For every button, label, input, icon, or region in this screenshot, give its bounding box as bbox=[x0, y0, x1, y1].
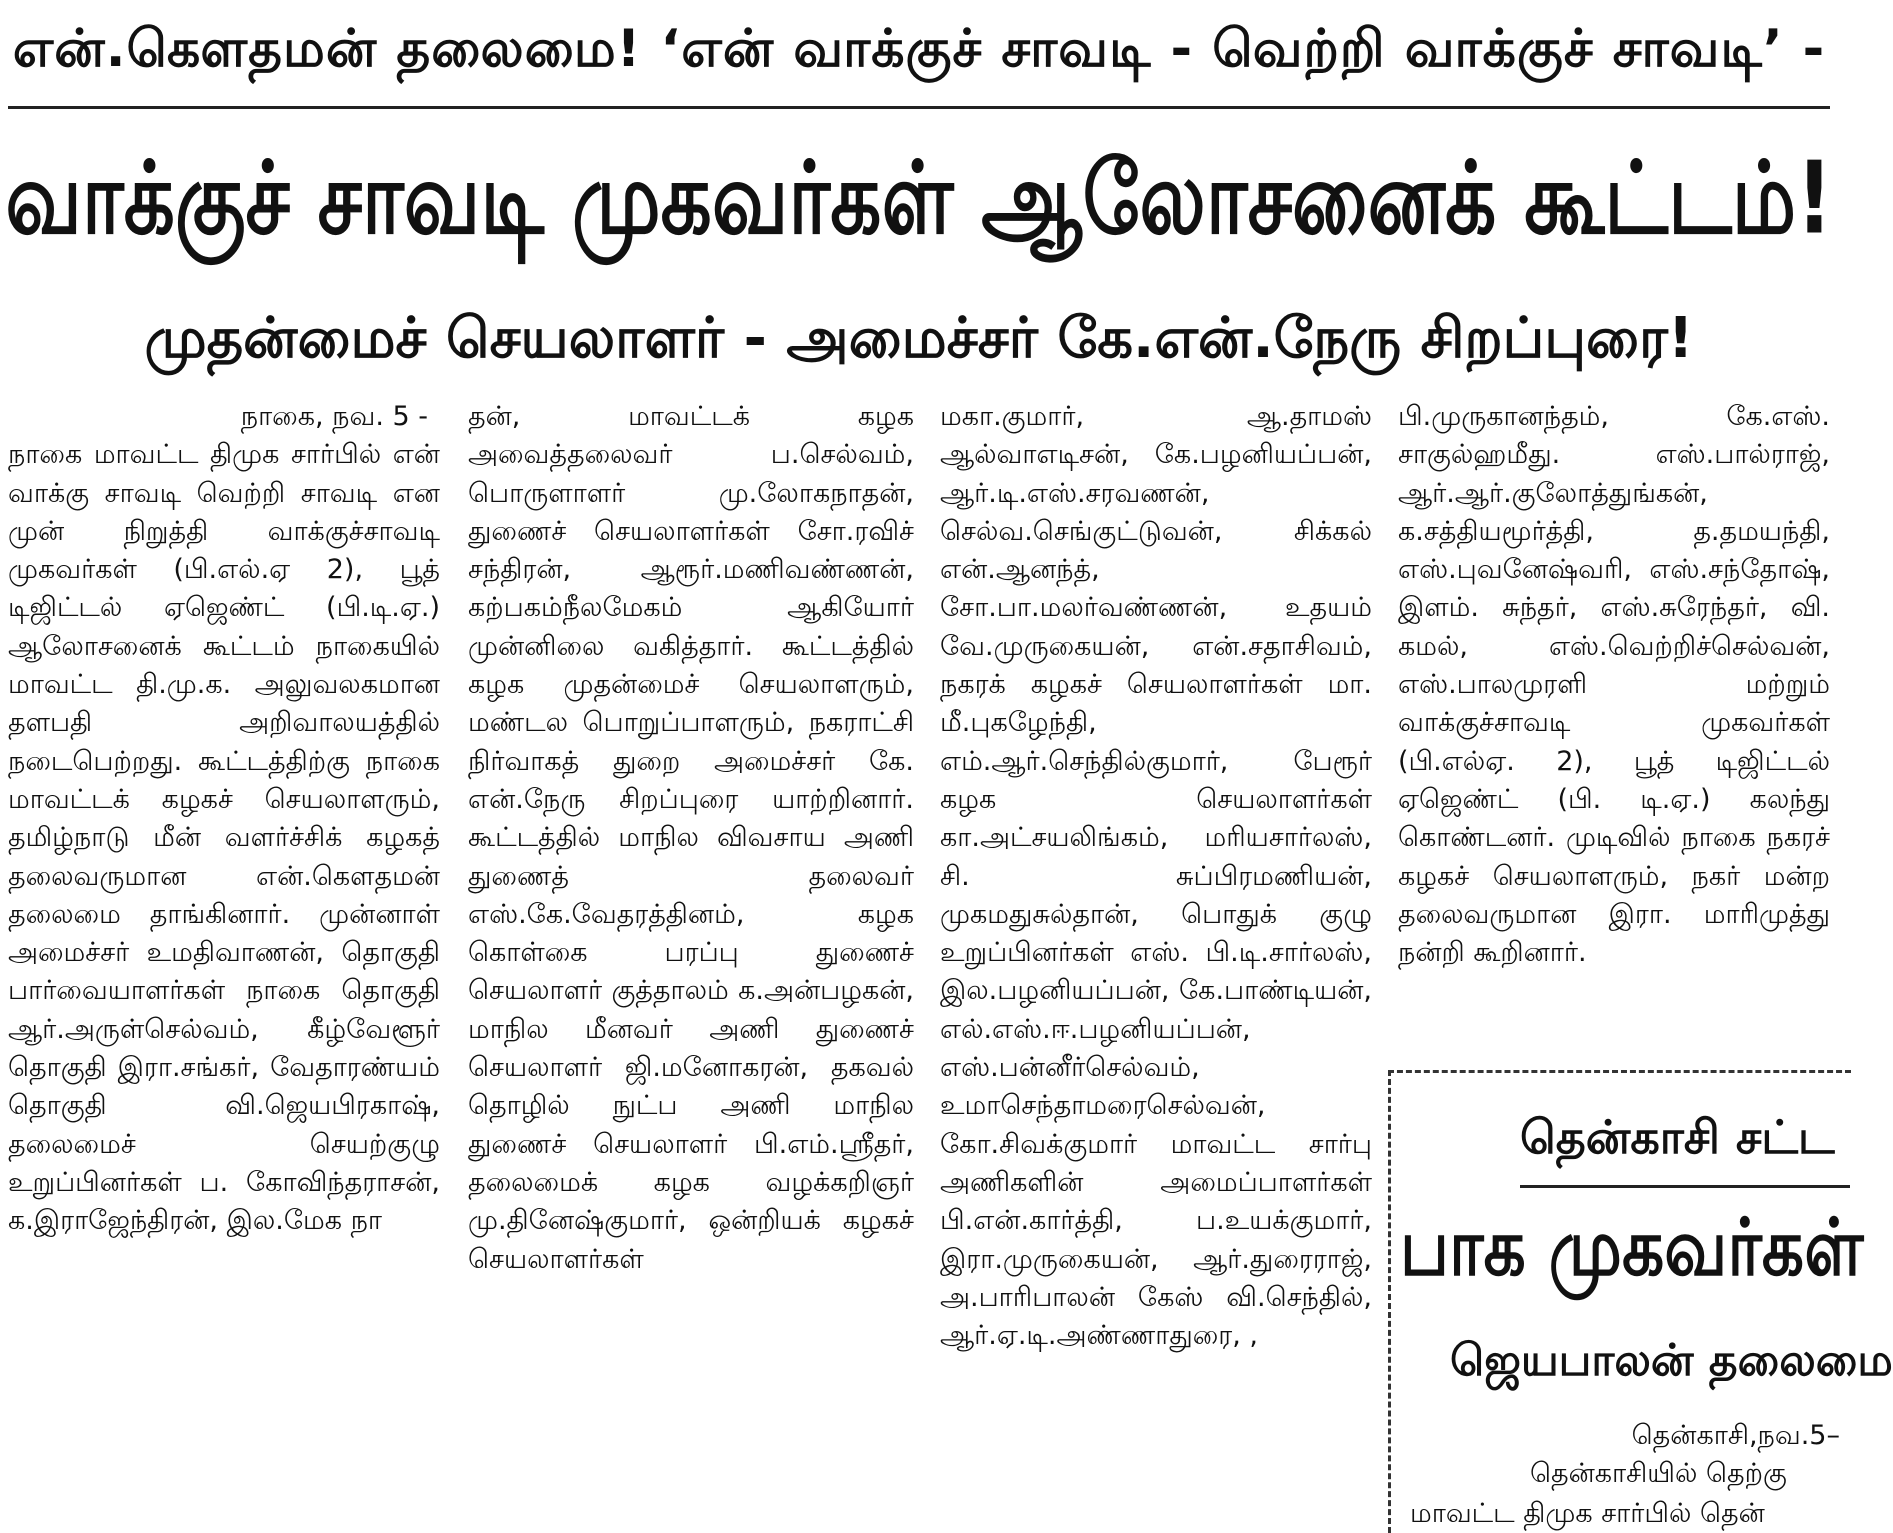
sidebar-text-line-1: தென்காசியில் தெற்கு bbox=[1530, 1458, 1787, 1489]
dateline: நாகை, நவ. 5 - bbox=[240, 401, 428, 432]
sidebar-headline: பாக முகவர்கள் bbox=[1400, 1201, 1864, 1294]
sidebar-kicker: தென்காசி சட்ட bbox=[1520, 1110, 1835, 1164]
sidebar-subhead: ஜெயபாலன் தலைமை bbox=[1450, 1335, 1893, 1386]
column-1-text: நாகை மாவட்ட திமுக சார்பில் என் வாக்கு சாவடி வெற்றி சாவடி என முன் நிறுத்தி வாக்குச்சாவடி முகவர்கள் (பி.எல்.ஏ 2), பூத் டிஜிட்டல் ஏஜெண்ட் (பி.டி.ஏ.) ஆலோசனைக் கூட்டம் நாகையில் மாவட்ட தி.மு.க. அலுவலகமான தளபதி அறிவாலயத்தில் நடைபெற்றது. கூட்டத்திற்கு நாகை மாவட்டக் கழகச் செயலாளரும், தமிழ்நாடு மீன் வளர்ச்சிக் கழகத் தலைவருமான என்.கௌதமன் தலைமை தாங்கினார். முன்னாள் அமைச்சர் உமதிவாணன், தொகுதி பார்வையாளர்கள் நாகை தொகுதி ஆர்.அருள்செல்வம், கீழ்வேளூர் தொகுதி இரா.சங்கர், வேதாரண்யம் தொகுதி வி.ஜெயபிரகாஷ், தலைமைச் செயற்குழு உறுப்பினர்கள் ப. கோவிந்தராசன், க.இராஜேந்திரன், இல.மேக நா bbox=[8, 439, 440, 1237]
column-3-text: மகா.குமார், ஆ.தாமஸ் ஆல்வாஎடிசன், கே.பழனியப்பன், ஆர்.டி.எஸ்.சரவணன், செல்வ.செங்குட்டுவன், சிக்கல் என்.ஆனந்த், சோ.பா.மலர்வண்ணன், உதயம் வே.முருகையன், என்.சதாசிவம், நகரக் கழகச் செயலாளர்கள் மா. மீ.புகழேந்தி, எம்.ஆர்.செந்தில்குமார், பேரூர் கழக செயலாளர்கள் கா.அட்சயலிங்கம், மரியசார்லஸ், சி. சுப்பிரமணியன், முகமதுசுல்தான், பொதுக் குழு உறுப்பினர்கள் எஸ். பி.டி.சார்லஸ், இல.பழனியப்பன், கே.பாண்டியன், எல்.எஸ்.ஈ.பழனியப்பன், எஸ்.பன்னீர்செல்வம், உமாசெந்தாமரைசெல்வன், கோ.சிவக்குமார் மாவட்ட சார்பு அணிகளின் அமைப்பாளர்கள் பி.என்.கார்த்தி, ப.உயக்குமார், இரா.முருகையன், ஆர்.துரைராஜ், அ.பாரிபாலன் கேஸ் வி.செந்தில், ஆர்.ஏ.டி.அண்ணாதுரை, , bbox=[940, 401, 1372, 1352]
sidebar-kicker-rule bbox=[1520, 1185, 1850, 1188]
column-2-text: தன், மாவட்டக் கழக அவைத்தலைவர் ப.செல்வம், பொருளாளர் மு.லோகநாதன், துணைச் செயலாளர்கள் சோ.ரவிச் சந்திரன், ஆரூர்.மணிவண்ணன், கற்பகம்நீலமேகம் ஆகியோர் முன்னிலை வகித்தார். கூட்டத்தில் கழக முதன்மைச் செயலாளரும், மண்டல பொறுப்பாளரும், நகராட்சி நிர்வாகத் துறை அமைச்சர் கே. என்.நேரு சிறப்புரை யாற்றினார். கூட்டத்தில் மாநில விவசாய அணி துணைத் தலைவர் எஸ்.கே.வேதரத்தினம், கழக கொள்கை பரப்பு துணைச் செயலாளர் குத்தாலம் க.அன்பழகன், மாநில மீனவர் அணி துணைச் செயலாளர் ஜி.மனோகரன், தகவல் தொழில் நுட்ப அணி மாநில துணைச் செயலாளர் பி.எம்.ஸ்ரீதர், தலைமைக் கழக வழக்கறிஞர் மு.தினேஷ்குமார், ஒன்றியக் கழகச் செயலாளர்கள் bbox=[468, 401, 914, 1275]
column-4-text: பி.முருகானந்தம், கே.எஸ். சாகுல்ஹமீது. எஸ்.பால்ராஜ், ஆர்.ஆர்.குலோத்துங்கன், க.சத்தியமூர்த்தி, த.தமயந்தி, எஸ்.புவனேஷ்வரி, எஸ்.சந்தோஷ், இளம். சுந்தர், எஸ்.சுரேந்தர், வி. கமல், எஸ்.வெற்றிச்செல்வன், எஸ்.பாலமுரளி மற்றும் வாக்குச்சாவடி முகவர்கள் (பி.எல்ஏ. 2), பூத் டிஜிட்டல் ஏஜெண்ட் (பி. டி.ஏ.) கலந்து கொண்டனர். முடிவில் நாகை நகரச் கழகச் செயலாளரும், நகர் மன்ற தலைவருமான இரா. மாரிமுத்து நன்றி கூறினார். bbox=[1398, 401, 1830, 969]
article-column-1 bbox=[8, 398, 440, 1518]
article-column-2 bbox=[468, 398, 914, 1518]
subheadline: முதன்மைச் செயலாளர் - அமைச்சர் கே.என்.நேரு சிறப்புரை! bbox=[144, 306, 1694, 371]
headline: வாக்குச் சாவடி முகவர்கள் ஆலோசனைக் கூட்டம்! bbox=[5, 140, 1833, 257]
sidebar-text-line-2: மாவட்ட திமுக சார்பில் தென் bbox=[1410, 1498, 1765, 1529]
sidebar-dateline: தென்காசி,நவ.5– bbox=[1631, 1420, 1840, 1451]
kicker-line: என்.கௌதமன் தலைமை! ‘என் வாக்குச் சாவடி - வெற்றி வாக்குச் சாவடி’ - bbox=[12, 18, 1826, 79]
article-column-4 bbox=[1398, 398, 1830, 1066]
article-column-3 bbox=[940, 398, 1372, 1518]
